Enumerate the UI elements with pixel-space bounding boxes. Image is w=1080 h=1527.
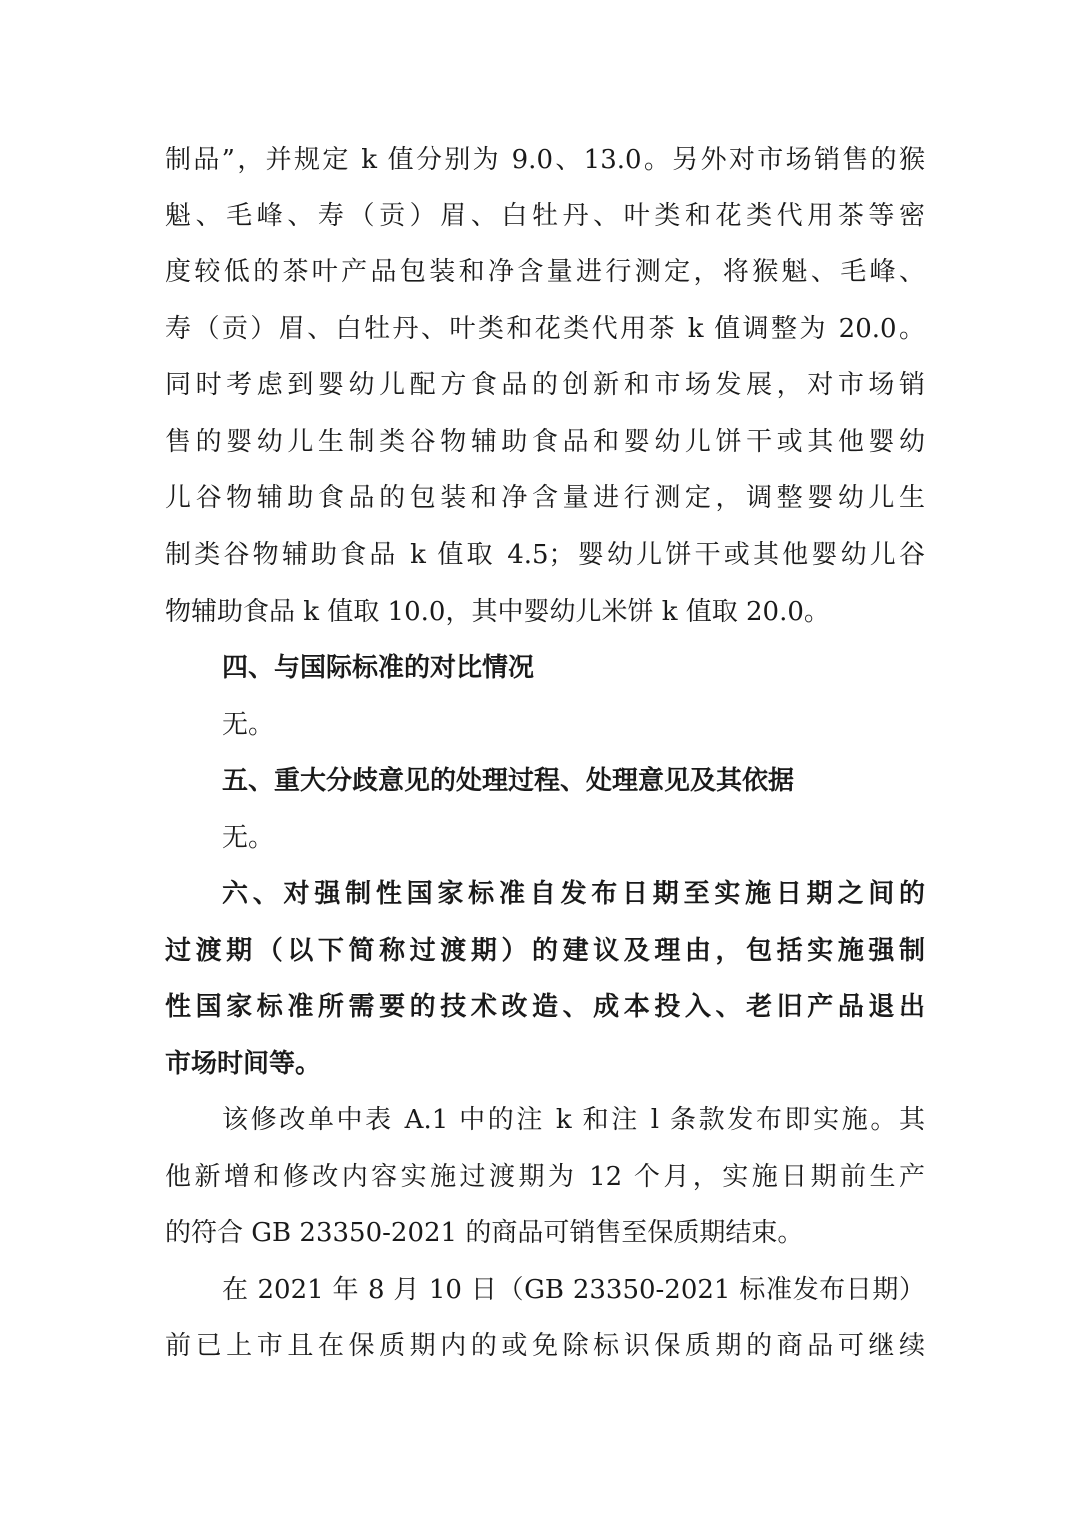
paragraph-line: 前已上市且在保质期内的或免除标识保质期的商品可继续 — [165, 1331, 925, 1361]
paragraph-line: 该修改单中表 A.1 中的注 k 和注 l 条款发布即实施。其 — [222, 1105, 925, 1135]
paragraph-line: 他新增和修改内容实施过渡期为 12 个月，实施日期前生产 — [165, 1162, 925, 1192]
section-heading-6: 六、对强制性国家标准自发布日期至实施日期之间的 — [222, 879, 925, 909]
paragraph-line: 售的婴幼儿生制类谷物辅助食品和婴幼儿饼干或其他婴幼 — [165, 427, 925, 457]
paragraph-line: 的符合 GB 23350-2021 的商品可销售至保质期结束。 — [165, 1218, 804, 1248]
paragraph-line: 寿（贡）眉、白牡丹、叶类和花类代用茶 k 值调整为 20.0。 — [165, 314, 925, 344]
section-heading-5: 五、重大分歧意见的处理过程、处理意见及其依据 — [222, 766, 795, 796]
section-body-5: 无。 — [222, 823, 275, 853]
paragraph-line: 儿谷物辅助食品的包装和净含量进行测定，调整婴幼儿生 — [165, 483, 925, 513]
section-heading-6-line: 过渡期（以下简称过渡期）的建议及理由，包括实施强制 — [165, 936, 925, 966]
section-heading-6-line: 市场时间等。 — [165, 1049, 322, 1079]
paragraph-line: 同时考虑到婴幼儿配方食品的创新和市场发展，对市场销 — [165, 370, 925, 400]
paragraph-line: 制类谷物辅助食品 k 值取 4.5；婴幼儿饼干或其他婴幼儿谷 — [165, 540, 925, 570]
paragraph-line: 在 2021 年 8 月 10 日（GB 23350-2021 标准发布日期） — [222, 1275, 925, 1305]
section-body-4: 无。 — [222, 710, 275, 740]
paragraph-line: 物辅助食品 k 值取 10.0，其中婴幼儿米饼 k 值取 20.0。 — [165, 597, 830, 627]
paragraph-line: 魁、毛峰、寿（贡）眉、白牡丹、叶类和花类代用茶等密 — [165, 201, 925, 231]
section-heading-6-line: 性国家标准所需要的技术改造、成本投入、老旧产品退出 — [165, 992, 925, 1022]
paragraph-line: 度较低的茶叶产品包装和净含量进行测定，将猴魁、毛峰、 — [165, 257, 925, 287]
paragraph-line: 制品”，并规定 k 值分别为 9.0、13.0。另外对市场销售的猴 — [165, 145, 925, 175]
section-heading-4: 四、与国际标准的对比情况 — [222, 653, 535, 683]
